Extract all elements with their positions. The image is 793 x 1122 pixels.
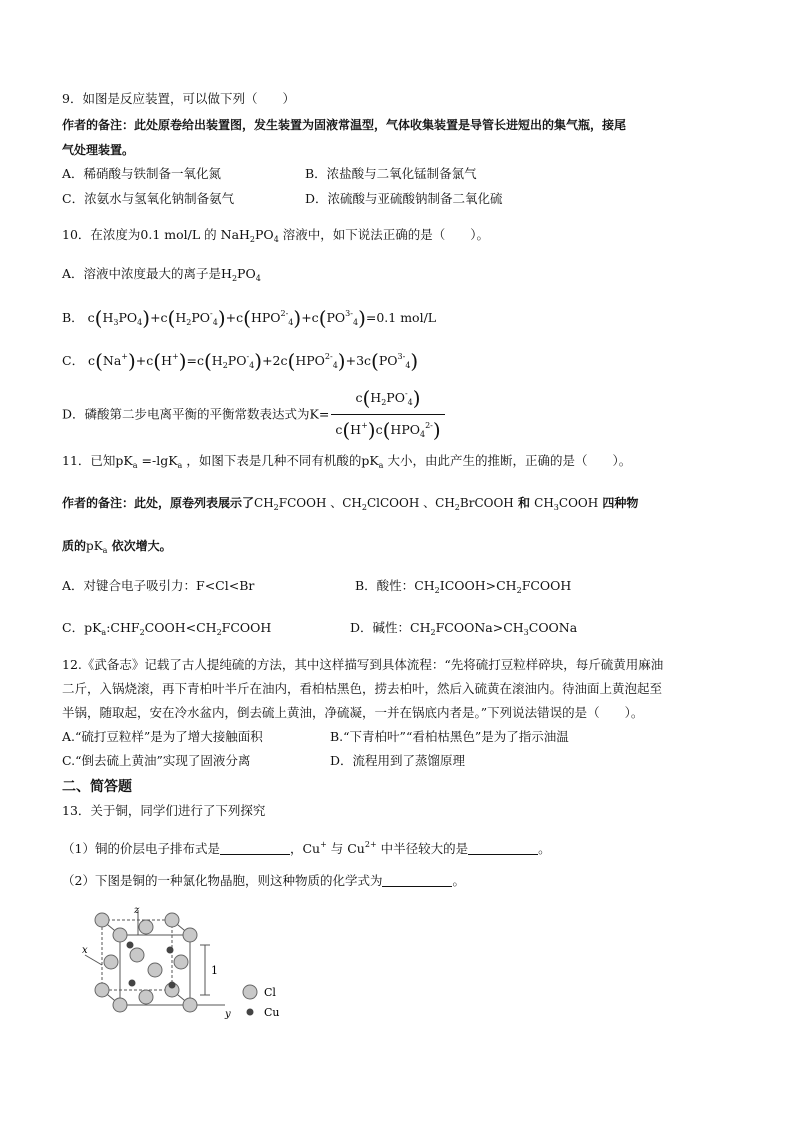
section-title: 二、简答题 xyxy=(62,779,132,795)
q10-option-c: C． $c(Na^+)+c(H^+)=c(H_2PO^-_4)+2c(HPO^{2-}_4)+3c(PO^{3-}_4)$ xyxy=(62,349,419,373)
cl-atom xyxy=(95,913,109,927)
cl-atom xyxy=(95,983,109,997)
crystal-cell-figure xyxy=(80,905,320,1030)
cl-atom xyxy=(139,990,153,1004)
cl-atom xyxy=(139,920,153,934)
equilibrium-constant-fraction: $\frac{c(H_2PO^-_4)}{c(H^+)c(HPO_4^{2-})}$ xyxy=(331,385,444,444)
cu-atom xyxy=(167,947,174,954)
cu-atom xyxy=(127,942,134,949)
cl-atom xyxy=(104,955,118,969)
q11-option-c: C．$pK_a:CHF_2COOH<CH_2FCOOH$ xyxy=(62,620,272,637)
q13-part2: （2）下图是铜的一种氯化物晶胞，则这种物质的化学式为 。 xyxy=(62,873,465,888)
q9-option-d: D．浓硫酸与亚硫酸钠制备二氧化硫 xyxy=(305,191,503,206)
legend-cl-label: Cl xyxy=(264,986,276,999)
q9-option-c: C．浓氨水与氢氧化钠制备氨气 xyxy=(62,191,235,206)
cu-atom xyxy=(129,980,136,987)
q11-option-a: A．对键合电子吸引力：F<Cl<Br xyxy=(62,578,255,593)
cl-atom xyxy=(113,928,127,942)
axis-x-label: x xyxy=(82,945,88,956)
cl-atom xyxy=(130,948,144,962)
q11-stem: 11．已知$pK_a =-\lg K_a$ ，如图下表是几种不同有机酸的$pK_a$ 大小，由此产生的推断，正确的是（ ）。 xyxy=(62,453,632,470)
q9-stem: 9．如图是反应装置，可以做下列（ ） xyxy=(62,91,295,106)
q9-option-a: A．稀硝酸与铁制备一氧化氮 xyxy=(62,166,222,181)
q9-note-line2: 气处理装置。 xyxy=(62,143,135,157)
q10-option-b: B． $c(H_3PO_4)+c(H_2PO^-_4)+c(HPO^{2-}_4)+c(PO^{3-}_4)=0.1$ mol/L xyxy=(62,306,437,330)
q10-option-d: D．磷酸第二步电离平衡的平衡常数表达式为K= $\frac{c(H_2PO^-_4)}{c(H^+)c(HPO_4^{2-})}$ xyxy=(62,385,445,444)
q11-note-line1: 作者的备注：此处，原卷列表展示了$CH_2FCOOH$ 、$CH_2ClCOOH$ 、$CH_2BrCOOH$ 和 $CH_3COOH$ 四种物 xyxy=(62,496,639,512)
q13-stem: 13．关于铜，同学们进行了下列探究 xyxy=(62,803,266,818)
q12-option-b: B.“下青柏叶”“看柏枯黑色”是为了指示油温 xyxy=(330,729,569,744)
axis-z-label: z xyxy=(134,905,140,916)
cl-atom xyxy=(183,928,197,942)
axis-y-label: y xyxy=(225,1009,231,1020)
legend-cu-label: Cu xyxy=(264,1006,280,1019)
legend-cu-marker xyxy=(247,1009,254,1016)
q10-stem: 10．在浓度为0.1 mol/L 的 $NaH_2PO_4$ 溶液中，如下说法正确的是（ ）。 xyxy=(62,227,490,244)
cu-atom xyxy=(169,982,176,989)
q13-part1: （1）铜的价层电子排布式是 ，Cu+ 与 $Cu^{2+}$ 中半径较大的是 。 xyxy=(62,840,551,856)
q9-note-line1: 作者的备注：此处原卷给出装置图，发生装置为固液常温型，气体收集装置是导管长进短出的集气瓶，接尾 xyxy=(62,118,627,132)
cl-atom xyxy=(113,998,127,1012)
edge-length-label: 1 xyxy=(211,964,218,977)
crystal-cell-diagram xyxy=(80,905,320,1030)
cl-atom xyxy=(148,963,162,977)
q11-option-d: D．碱性：$CH_2FCOONa>CH_3COONa$ xyxy=(350,620,578,637)
cl-atom xyxy=(165,913,179,927)
q11-note-line2: 质的$pK_a$ 依次增大。 xyxy=(62,539,172,555)
q12-line2: 二斤，入锅烧滚，再下青柏叶半斤在油内，看柏枯黑色，捞去柏叶，然后入硫黄在滚油内。待油面上黄泡起至 xyxy=(62,681,663,696)
q10-option-a: A．溶液中浓度最大的离子是$H_2PO_4$ xyxy=(62,266,261,283)
answer-blank[interactable] xyxy=(382,874,452,887)
q12-line1: 12.《武备志》记载了古人提纯硫的方法，其中这样描写到具体流程：“先将硫打豆粒样碎块，每斤硫黄用麻油 xyxy=(62,657,664,672)
legend-cl-marker xyxy=(243,985,257,999)
q11-option-b: B．酸性：$CH_2ICOOH>CH_2FCOOH$ xyxy=(355,578,572,595)
q12-line3: 半锅，随取起，安在冷水盆内，倒去硫上黄油，净硫凝，一并在锅底内者是。”下列说法错误的是（ ）。 xyxy=(62,705,644,720)
q9-option-b: B．浓盐酸与二氧化锰制备氯气 xyxy=(305,166,477,181)
q12-option-a: A.“硫打豆粒样”是为了增大接触面积 xyxy=(62,729,263,744)
cl-atom xyxy=(183,998,197,1012)
cl-atom xyxy=(174,955,188,969)
answer-blank[interactable] xyxy=(468,842,538,855)
answer-blank[interactable] xyxy=(220,842,290,855)
q12-option-d: D．流程用到了蒸馏原理 xyxy=(330,753,466,768)
q12-option-c: C.“倒去硫上黄油”实现了固液分离 xyxy=(62,753,251,768)
